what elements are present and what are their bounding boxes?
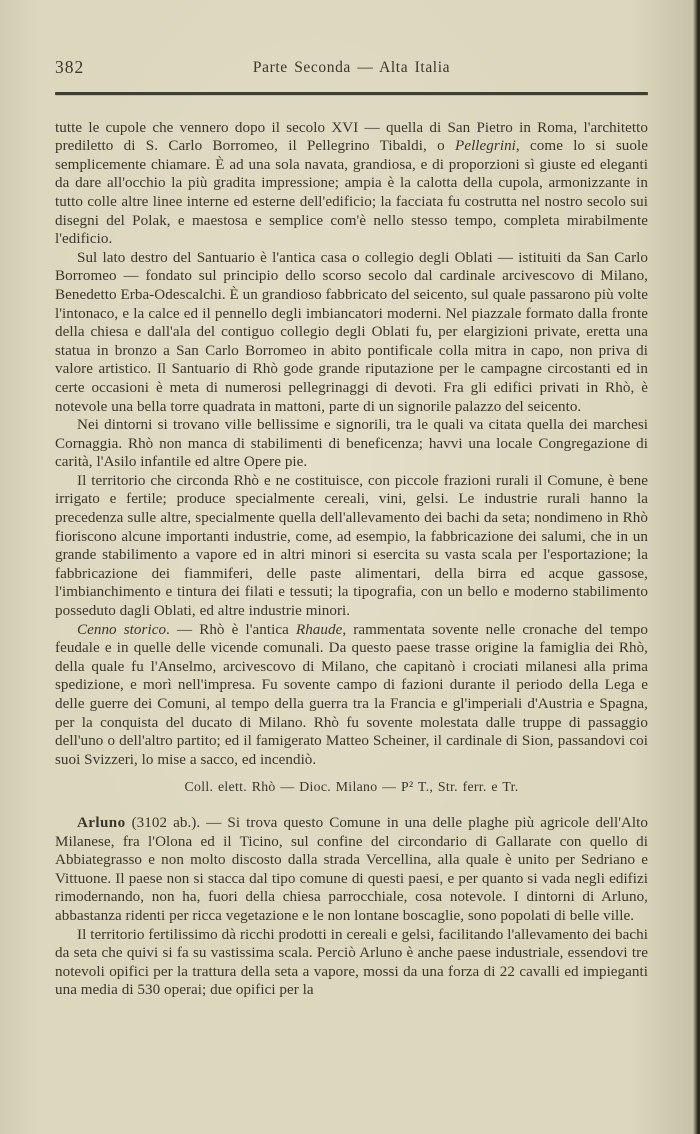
paragraph-territorio-arluno	[55, 926, 648, 1000]
paragraph-dintorni-ville	[55, 416, 648, 472]
text-segment: , rammentata sovente nelle cronache del tempo feudale e in quelle delle vicende comunali. Da questo paese trasse origine la famiglia dei Rhò, della quale fu l'Anselmo, arcivescovo di Milano, che capitanò i crociati milanesi alla prima spedizione, e morì nell'impresa. Fu sovente campo di fazioni durante il periodo della Lega e delle guerre dei Comuni, al tempo della guerra tra la Francia e gl'imperiali d'Austria e Spagna, per la conquista del ducato di Milano. Rhò fu sovente molestata dalle truppe di passaggio dell'uno o dell'altro partito; ed il famigerato Matteo Scheiner, il cardinale di Sion, passandovi coi suoi Svizzeri, lo mise a sacco, ed incendiò.	[55, 621, 648, 768]
running-title: Parte Seconda — Alta Italia	[252, 59, 451, 76]
page-number: 382	[55, 57, 85, 77]
text-segment: Rhaude	[295, 621, 343, 638]
paragraph-collegio-oblati	[55, 249, 648, 416]
text-segment: , come lo si suole semplicemente chiamare. È ad una sola navata, grandiosa, e di proporzioni sì giuste ed eleganti da dare all'occhio la più gradita impressione; ampia è la calotta della cupola, armonizzante in tutto colle altre linee interne ed esterne dell'edificio; la facciata fu costrutta nel nostro secolo sui disegni del Polak, e maestosa e semplice com'è nello stesso tempo, completa mirabilmente l'edificio.	[55, 138, 648, 248]
text-segment: tutte le cupole che vennero dopo il secolo XVI — quella di San Pietro in Roma, l'architetto prediletto di S. Carlo Borromeo, il Pellegrino Tibaldi, o	[55, 119, 648, 155]
paragraph-arluno	[55, 814, 648, 926]
text-segment: Il territorio fertilissimo dà ricchi prodotti in cereali e gelsi, facilitando l'allevamento dei bachi da seta che quivi si fa su vastissima scala. Perciò Arluno è anche paese industriale, essendovi tre notevoli opifici per la trattura della seta a vapore, mossi da una forza di 22 cavalli ed impieganti una media di 530 operai; due opifici per la	[55, 926, 648, 999]
text-segment: Arluno	[77, 814, 126, 831]
text-segment: Il territorio che circonda Rhò e ne costituisce, con piccole frazioni rurali il Comune, è bene irrigato e fertile; produce specialmente cereali, vini, gelsi. Le industrie rurali hanno la precedenza sulle altre, specialmente quella dell'allevamento dei bachi da seta; nondimeno in Rhò fioriscono alcune importanti industrie, come, ad esempio, la fabbricazione dei salumi, che in un grande stabilimento a vapore ed in altri minori si esercita su vasta scala per l'esportazione; la fabbricazione dei fiammiferi, delle paste alimentari, della birra ed acque gassose, l'imbianchimento e tintura dei filati e tessuti; la tipografia, con un bello e moderno stabilimento posseduto dagli Oblati, ed altre industrie minori.	[55, 472, 648, 620]
text-segment: (3102 ab.). — Si trova questo Comune in una delle plaghe più agricole dell'Alto Milanese, fra l'Olona ed il Ticino, sul confine del circondario di Gallarate con quello di Abbiategrasso e non molto discosto dalla strada Vercellina, alla quale è unito per Sedriano e Vittuone. Il paese non si stacca dal tipo comune di questi paesi, e per quanto si vada negli edifizi rimodernando, non ha, fuori della chiesa parrocchiale, cosa notevole. I dintorni di Arluno, abbastanza ridenti per ricca vegetazione e le non lontane boscaglie, sono popolati di belle ville.	[55, 814, 648, 924]
header-rule	[55, 92, 648, 95]
paragraph-cupole-continuation	[55, 119, 648, 249]
book-edge-shadow	[693, 0, 700, 1134]
page-header	[55, 57, 648, 79]
text-segment: Cenno storico	[77, 621, 167, 638]
colophon-line: Coll. elett. Rhò — Dioc. Milano — P² T., Str. ferr. e Tr.	[184, 779, 519, 795]
body-text	[55, 119, 648, 1000]
text-segment: Sul lato destro del Santuario è l'antica casa o collegio degli Oblati — istituiti da San Carlo Borromeo — fondato sul principio dello scorso secolo dal cardinale arcivescovo di Milano, Benedetto Erba-Odescalchi. È un grandioso fabbricato del seicento, sul quale passarono più volte l'intonaco, e la calce ed il pennello degli imbiancatori moderni. Nel piazzale formato dalla fronte della chiesa e dall'ala del contiguo collegio degli Oblati fu, per elargizioni private, eretta una statua in bronzo a San Carlo Borromeo in abito pontificale colla mitra in capo, non priva di valore artistico. Il Santuario di Rhò gode grande riputazione per le campagne circostanti ed in certe occasioni è meta di numerosi pellegrinaggi di devoti. Fra gli edifici privati in Rhò, è notevole una bella torre quadrata in mattoni, parte di un signorile palazzo del seicento.	[55, 249, 648, 415]
paragraph-territorio-rho	[55, 472, 648, 621]
text-segment: Pellegrini	[455, 138, 516, 155]
text-segment: . — Rhò è l'antica	[166, 621, 296, 638]
text-segment: Nei dintorni si trovano ville bellissime e signorili, tra le quali va citata quella dei marchesi Cornaggia. Rhò non manca di stabilimenti di beneficenza; havvi una locale Congregazione di carità, l'Asilo infantile ed altre Opere pie.	[55, 417, 648, 471]
paragraph-cenno-storico	[55, 621, 648, 770]
